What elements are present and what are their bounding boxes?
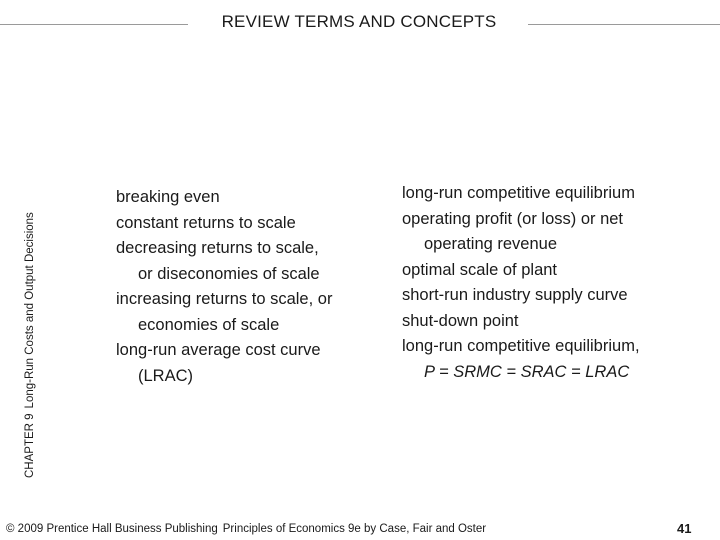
- term-item: breaking even: [116, 188, 220, 206]
- term-item-continuation: (LRAC): [138, 366, 194, 385]
- term-item-continuation: operating revenue: [424, 235, 558, 253]
- terms-list-left: [116, 185, 332, 389]
- term-item: constant returns to scale: [116, 213, 296, 232]
- term-item-continuation: or diseconomies of scale: [138, 264, 320, 283]
- term-item: optimal scale of plant: [402, 260, 558, 279]
- chapter-sidebar: [24, 160, 36, 478]
- copyright-text: © 2009 Prentice Hall Business Publishing: [6, 523, 218, 535]
- term-item: long-run competitive equilibrium,: [402, 337, 640, 355]
- term-item: operating profit (or loss) or net: [402, 209, 624, 228]
- term-item: shut-down point: [402, 311, 519, 330]
- term-item: long-run average cost curve: [116, 341, 321, 359]
- term-item: increasing returns to scale, or: [116, 290, 333, 308]
- chapter-title: Long-Run Costs and Output Decisions: [24, 212, 36, 409]
- page-title: REVIEW TERMS AND CONCEPTS: [221, 12, 497, 31]
- header-rule-left: [0, 24, 188, 25]
- header-rule-right: [528, 24, 720, 25]
- terms-list-right: [402, 181, 640, 385]
- book-title: Principles of Economics 9e by Case, Fair and Oster: [222, 523, 487, 535]
- term-item: short-run industry supply curve: [402, 286, 628, 304]
- equation: P = SRMC = SRAC = LRAC: [424, 362, 630, 381]
- term-item-continuation: economies of scale: [138, 315, 280, 334]
- page-number: 41: [677, 521, 692, 536]
- term-item: long-run competitive equilibrium: [402, 184, 635, 202]
- footer: [6, 523, 486, 535]
- chapter-number: CHAPTER 9: [24, 413, 36, 478]
- term-item: decreasing returns to scale,: [116, 239, 319, 257]
